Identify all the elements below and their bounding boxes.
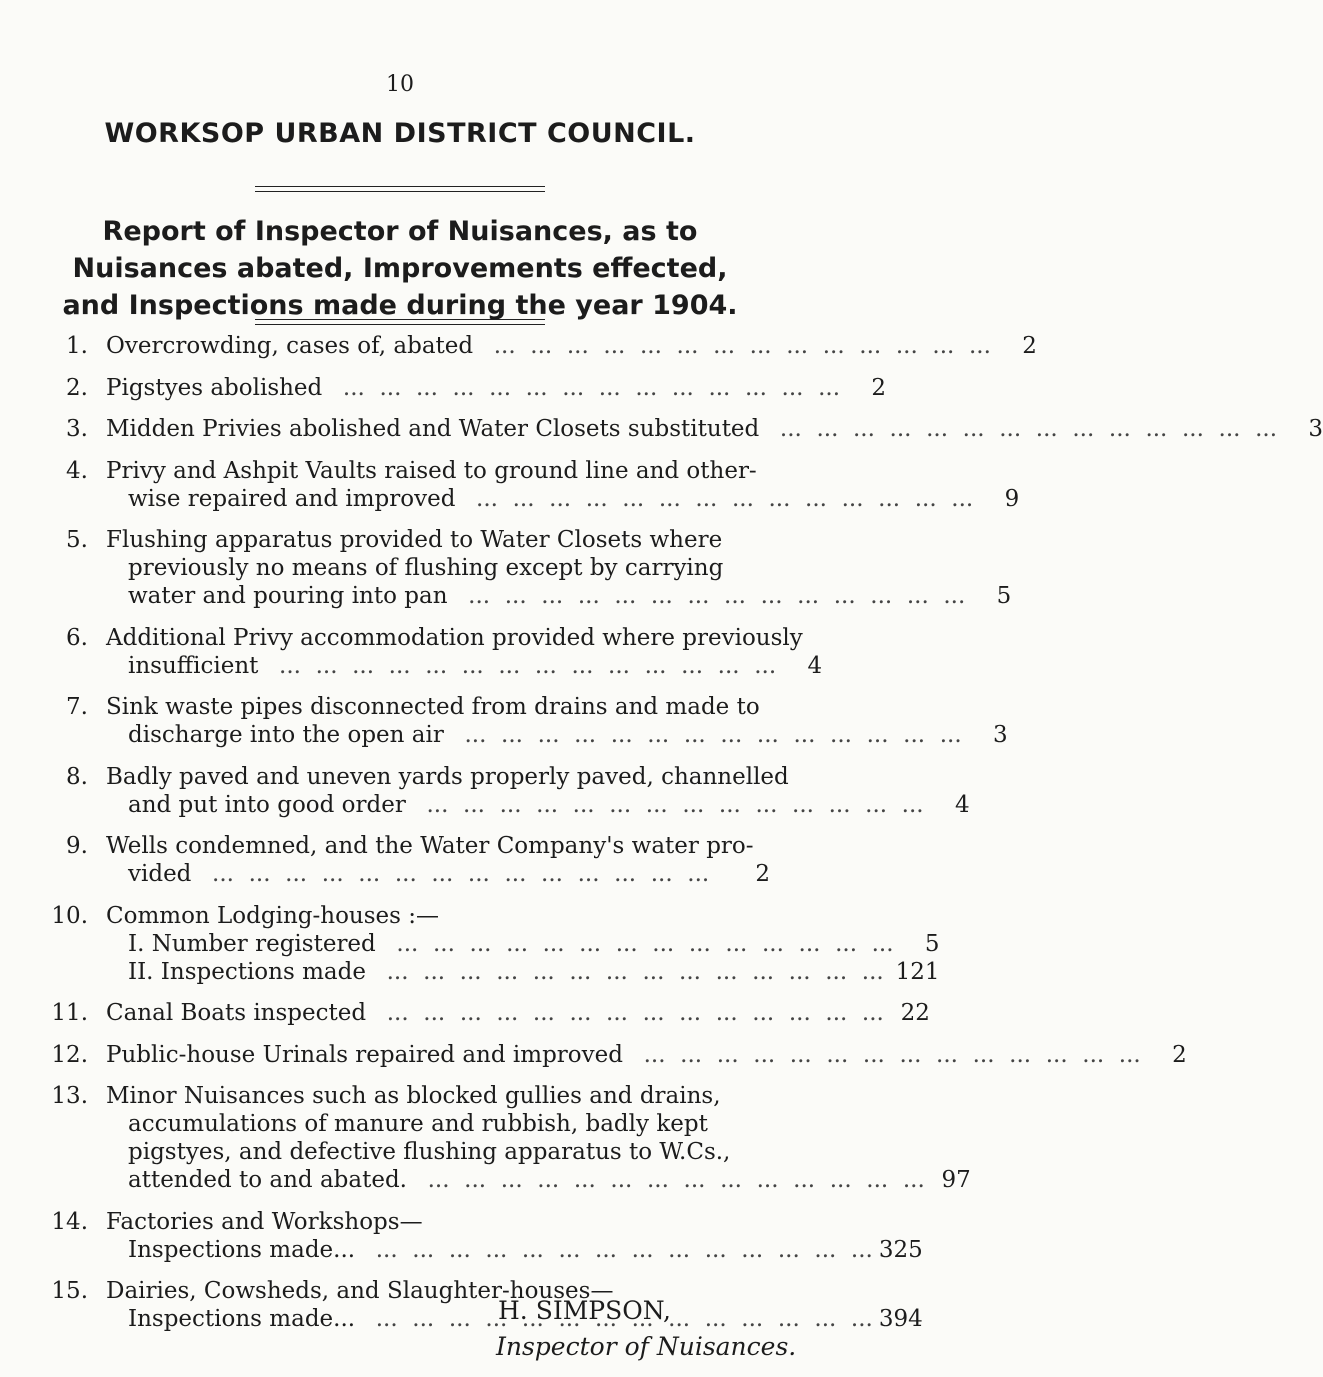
item-row <box>106 930 940 958</box>
list-item <box>38 999 930 1027</box>
item-row <box>106 374 886 402</box>
item-count: 325 <box>878 1236 923 1263</box>
item-text-line: Sink waste pipes disconnected from drains and made to <box>106 694 760 720</box>
item-body <box>106 1082 971 1194</box>
item-count: 2 <box>1172 1041 1187 1068</box>
item-text-line: pigstyes, and defective flushing apparatus to W.Cs., <box>128 1139 731 1165</box>
item-label: and put into good order <box>128 791 406 818</box>
item-label: vided <box>128 861 192 887</box>
list-item <box>38 374 887 402</box>
dot-leader <box>473 332 997 360</box>
list-item <box>38 763 970 819</box>
dot-leader <box>759 415 1283 443</box>
item-count: 22 <box>900 1000 930 1026</box>
item-number: 1. <box>66 333 88 359</box>
item-row <box>106 791 970 819</box>
list-item <box>38 624 823 680</box>
dot-leader <box>355 1236 879 1264</box>
item-row <box>106 652 822 680</box>
item-count: 5 <box>996 583 1012 609</box>
item-row <box>106 332 1037 360</box>
report-heading: Report of Inspector of Nuisances, as to Nuisances abated, Improvements effected, and Inspections made during the year 1904. <box>62 216 738 321</box>
item-number: 5. <box>66 527 88 553</box>
item-count: 394 <box>878 1306 923 1332</box>
item-count: 2 <box>871 374 887 401</box>
dot-leader <box>191 860 730 888</box>
item-label: discharge into the open air <box>128 722 444 748</box>
item-text-line: Additional Privy accommodation provided where previously <box>106 624 803 651</box>
item-body <box>106 526 1011 610</box>
item-count: 3 <box>1308 416 1323 442</box>
divider-rule <box>255 191 545 192</box>
dot-leader <box>444 721 968 749</box>
dot-leader <box>406 791 930 819</box>
item-row <box>106 721 1008 749</box>
item-number: 3. <box>66 416 88 442</box>
item-number: 10. <box>51 902 88 929</box>
item-text-line: previously no means of flushing except by carrying <box>128 555 724 581</box>
item-row <box>106 485 1019 513</box>
item-row <box>106 582 1011 610</box>
item-label: Overcrowding, cases of, abated <box>106 333 474 359</box>
item-row <box>106 1236 923 1264</box>
item-text-line: Dairies, Cowsheds, and Slaughter-houses— <box>106 1278 614 1304</box>
list-item <box>38 832 770 888</box>
dot-leader <box>448 582 972 610</box>
signature-name: H. SIMPSON, <box>498 1296 671 1325</box>
list-item <box>38 332 1037 360</box>
dot-leader <box>455 485 979 513</box>
dot-leader <box>366 958 896 986</box>
item-count: 5 <box>924 930 940 957</box>
item-body <box>106 832 770 888</box>
item-body <box>106 763 970 819</box>
list-item <box>38 1082 971 1194</box>
item-label: Midden Privies abolished and Water Closets substituted <box>106 416 760 442</box>
item-number: 14. <box>51 1208 88 1235</box>
item-label: Pigstyes abolished <box>106 374 323 401</box>
item-number: 2. <box>66 374 88 401</box>
item-label: Inspections made... <box>128 1306 356 1332</box>
item-number: 7. <box>66 694 88 720</box>
item-body <box>106 332 1037 360</box>
divider-rule <box>255 319 545 320</box>
item-label: Inspections made... <box>128 1236 356 1263</box>
item-text-line: Badly paved and uneven yards properly paved, channelled <box>106 763 789 790</box>
item-label: Canal Boats inspected <box>106 1000 367 1026</box>
page-number: 10 <box>386 72 414 97</box>
item-row <box>106 415 1323 443</box>
list-item <box>38 693 1008 749</box>
item-count: 9 <box>1004 485 1020 512</box>
item-label: Public-house Urinals repaired and improved <box>106 1041 623 1068</box>
item-text-line: Factories and Workshops— <box>106 1208 423 1235</box>
item-label: water and pouring into pan <box>128 583 448 609</box>
item-body <box>106 374 886 402</box>
signature-title: Inspector of Nuisances. <box>496 1332 797 1361</box>
item-label: wise repaired and improved <box>128 485 456 512</box>
item-label: attended to and abated. <box>128 1167 407 1193</box>
item-body <box>106 624 822 680</box>
item-body <box>106 457 1019 513</box>
item-label: I. Number registered <box>128 930 376 957</box>
item-number: 4. <box>66 457 88 484</box>
list-item <box>38 457 1020 513</box>
item-body <box>106 693 1008 749</box>
list-item <box>38 1041 1187 1069</box>
item-number: 8. <box>66 763 88 790</box>
item-text-line: Wells condemned, and the Water Company's water pro- <box>106 833 754 859</box>
dot-leader <box>366 999 890 1027</box>
item-count: 2 <box>1022 333 1037 359</box>
divider-rule <box>255 186 545 187</box>
item-number: 6. <box>66 624 88 651</box>
item-number: 12. <box>51 1041 88 1068</box>
item-text-line: Minor Nuisances such as blocked gullies and drains, <box>106 1083 721 1109</box>
item-body <box>106 1041 1187 1069</box>
item-body <box>106 902 940 986</box>
item-text-line: Privy and Ashpit Vaults raised to ground line and other- <box>106 457 757 484</box>
item-body <box>106 999 930 1027</box>
list-item <box>38 526 1012 610</box>
item-count: 3 <box>993 722 1008 748</box>
dot-leader <box>258 652 782 680</box>
list-item <box>38 902 940 986</box>
list-item <box>38 415 1323 443</box>
item-text-line: Common Lodging-houses :— <box>106 902 440 929</box>
list-item <box>38 1208 923 1264</box>
item-count: 97 <box>941 1167 971 1193</box>
item-row <box>106 1041 1187 1069</box>
dot-leader <box>623 1041 1147 1069</box>
item-count: 4 <box>807 652 823 679</box>
item-row <box>106 1166 971 1194</box>
item-number: 15. <box>51 1278 88 1304</box>
item-text-line: Flushing apparatus provided to Water Closets where <box>106 527 723 553</box>
item-text-line: accumulations of manure and rubbish, badly kept <box>128 1111 708 1137</box>
dot-leader <box>376 930 900 958</box>
council-title: WORKSOP URBAN DISTRICT COUNCIL. <box>104 118 696 149</box>
item-number: 13. <box>51 1083 88 1109</box>
item-row <box>106 958 940 986</box>
item-body <box>106 415 1323 443</box>
item-label: II. Inspections made <box>128 958 366 985</box>
item-row <box>106 860 770 888</box>
item-number: 9. <box>66 833 88 859</box>
dot-leader <box>407 1166 931 1194</box>
divider-rule <box>255 324 545 325</box>
item-count: 121 <box>895 958 940 985</box>
item-body <box>106 1208 923 1264</box>
item-count: 2 <box>755 861 770 887</box>
item-count: 4 <box>954 791 970 818</box>
dot-leader <box>322 374 846 402</box>
item-row <box>106 999 930 1027</box>
item-number: 11. <box>51 1000 88 1026</box>
item-label: insufficient <box>128 652 259 679</box>
